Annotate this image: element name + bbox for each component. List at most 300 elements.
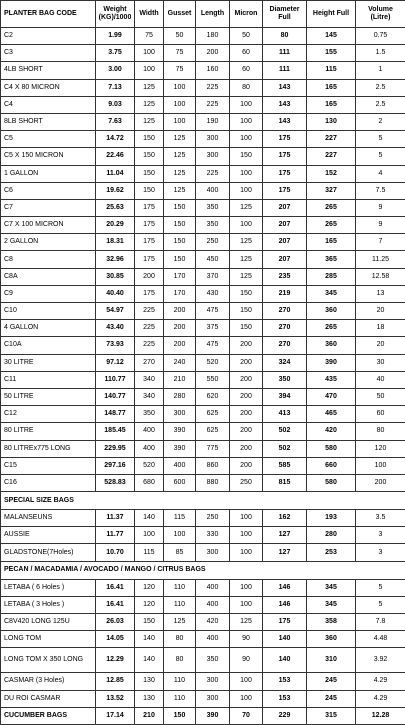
cell-diameter: 219 (263, 285, 307, 302)
cell-gusset: 125 (164, 182, 196, 199)
cell-gusset: 110 (164, 673, 196, 690)
cell-gusset: 125 (164, 131, 196, 148)
cell-micron: 60 (230, 62, 263, 79)
table-row (1, 457, 405, 474)
cell-volume: 60 (356, 406, 405, 423)
section-title-pecan: PECAN / MACADAMIA / AVOCADO / MANGO / CITRUS BAGS (1, 561, 405, 579)
table-row (1, 79, 405, 96)
cell-diameter: 140 (263, 648, 307, 673)
cell-length: 350 (196, 199, 230, 216)
cell-height: 130 (307, 113, 356, 130)
cell-gusset: 110 (164, 596, 196, 613)
table-row (1, 631, 405, 648)
cell-diameter: 229 (263, 707, 307, 724)
cell-micron: 200 (230, 406, 263, 423)
cell-volume: 1.5 (356, 45, 405, 62)
cell-volume: 5 (356, 131, 405, 148)
cell-width: 520 (135, 457, 164, 474)
cell-volume: 4.29 (356, 673, 405, 690)
cell-diameter: 143 (263, 113, 307, 130)
cell-volume: 11.25 (356, 251, 405, 268)
cell-volume: 13 (356, 285, 405, 302)
cell-micron: 50 (230, 28, 263, 45)
cell-micron: 100 (230, 217, 263, 234)
table-row (1, 182, 405, 199)
cell-gusset: 210 (164, 371, 196, 388)
cell-diameter: 162 (263, 510, 307, 527)
cell-diameter: 207 (263, 199, 307, 216)
cell-diameter: 207 (263, 217, 307, 234)
cell-weight: 3.75 (96, 45, 135, 62)
cell-height: 360 (307, 631, 356, 648)
cell-gusset: 85 (164, 544, 196, 561)
cell-length: 625 (196, 423, 230, 440)
cell-micron: 250 (230, 474, 263, 491)
cell-code: C6 (1, 182, 96, 199)
cell-micron: 100 (230, 182, 263, 199)
cell-volume: 0.75 (356, 28, 405, 45)
table-row (1, 648, 405, 673)
cell-volume: 40 (356, 371, 405, 388)
cell-micron: 90 (230, 648, 263, 673)
cell-weight: 14.72 (96, 131, 135, 148)
cell-height: 470 (307, 388, 356, 405)
cell-gusset: 150 (164, 707, 196, 724)
table-row (1, 131, 405, 148)
planter-rows (1, 28, 405, 492)
cell-weight: 22.46 (96, 148, 135, 165)
cell-height: 227 (307, 148, 356, 165)
cell-length: 225 (196, 96, 230, 113)
cell-diameter: 413 (263, 406, 307, 423)
cell-volume: 9 (356, 199, 405, 216)
cell-width: 125 (135, 79, 164, 96)
cell-code: LONG TOM (1, 631, 96, 648)
cell-code: C15 (1, 457, 96, 474)
header-code: PLANTER BAG CODE (1, 1, 96, 28)
cell-length: 350 (196, 648, 230, 673)
cell-width: 125 (135, 113, 164, 130)
cell-weight: 13.52 (96, 690, 135, 707)
cell-width: 200 (135, 268, 164, 285)
cell-volume: 2 (356, 113, 405, 130)
cell-diameter: 270 (263, 337, 307, 354)
cell-code: CASMAR (3 Holes) (1, 673, 96, 690)
cell-diameter: 270 (263, 303, 307, 320)
cell-code: C16 (1, 474, 96, 491)
cell-width: 75 (135, 28, 164, 45)
cell-code: C8 (1, 251, 96, 268)
cell-width: 130 (135, 673, 164, 690)
header-weight: Weight (KG)/1000 (96, 1, 135, 28)
cell-diameter: 111 (263, 62, 307, 79)
cell-width: 225 (135, 320, 164, 337)
cell-width: 140 (135, 648, 164, 673)
cell-gusset: 75 (164, 45, 196, 62)
cell-length: 880 (196, 474, 230, 491)
cell-length: 225 (196, 79, 230, 96)
cell-height: 165 (307, 79, 356, 96)
cell-gusset: 75 (164, 62, 196, 79)
cell-length: 300 (196, 131, 230, 148)
header-length: Length (196, 1, 230, 28)
cell-height: 580 (307, 440, 356, 457)
cell-diameter: 350 (263, 371, 307, 388)
cell-gusset: 125 (164, 614, 196, 631)
cell-code: C4 (1, 96, 96, 113)
cell-code: 1 GALLON (1, 165, 96, 182)
cell-micron: 200 (230, 337, 263, 354)
table-row (1, 579, 405, 596)
cell-weight: 12.85 (96, 673, 135, 690)
cell-height: 315 (307, 707, 356, 724)
cell-gusset: 150 (164, 199, 196, 216)
cell-length: 775 (196, 440, 230, 457)
cell-micron: 200 (230, 440, 263, 457)
table-row (1, 113, 405, 130)
cell-gusset: 400 (164, 457, 196, 474)
table-row (1, 28, 405, 45)
cell-length: 200 (196, 45, 230, 62)
cell-width: 150 (135, 131, 164, 148)
cell-code: C11 (1, 371, 96, 388)
table-row (1, 690, 405, 707)
cell-weight: 185.45 (96, 423, 135, 440)
table-row (1, 388, 405, 405)
section-title-special: SPECIAL SIZE BAGS (1, 492, 405, 510)
cell-weight: 110.77 (96, 371, 135, 388)
cell-width: 175 (135, 234, 164, 251)
cell-gusset: 300 (164, 406, 196, 423)
cell-length: 400 (196, 596, 230, 613)
cell-length: 475 (196, 337, 230, 354)
cell-diameter: 270 (263, 320, 307, 337)
cell-micron: 125 (230, 268, 263, 285)
table-row (1, 148, 405, 165)
table-row (1, 45, 405, 62)
table-row (1, 337, 405, 354)
cell-diameter: 143 (263, 96, 307, 113)
cell-weight: 11.37 (96, 510, 135, 527)
table-row (1, 440, 405, 457)
cell-width: 100 (135, 527, 164, 544)
cell-volume: 3.92 (356, 648, 405, 673)
table-row (1, 62, 405, 79)
cell-weight: 148.77 (96, 406, 135, 423)
cell-code: 50 LITRE (1, 388, 96, 405)
cell-width: 120 (135, 579, 164, 596)
cell-micron: 200 (230, 423, 263, 440)
table-row (1, 474, 405, 491)
cell-height: 145 (307, 28, 356, 45)
cell-weight: 25.63 (96, 199, 135, 216)
cell-diameter: 502 (263, 423, 307, 440)
cell-height: 265 (307, 199, 356, 216)
cell-diameter: 143 (263, 79, 307, 96)
cell-height: 420 (307, 423, 356, 440)
cell-weight: 11.04 (96, 165, 135, 182)
table-row (1, 165, 405, 182)
table-row (1, 707, 405, 724)
cell-code: C8A (1, 268, 96, 285)
cell-height: 245 (307, 673, 356, 690)
cell-width: 175 (135, 217, 164, 234)
cell-width: 340 (135, 388, 164, 405)
table-row (1, 614, 405, 631)
cell-width: 100 (135, 62, 164, 79)
cell-code: AUSSIE (1, 527, 96, 544)
cell-height: 193 (307, 510, 356, 527)
cell-length: 450 (196, 251, 230, 268)
cell-diameter: 207 (263, 251, 307, 268)
cell-length: 390 (196, 707, 230, 724)
cell-gusset: 50 (164, 28, 196, 45)
cell-width: 150 (135, 182, 164, 199)
cell-length: 430 (196, 285, 230, 302)
cell-width: 150 (135, 148, 164, 165)
cell-length: 400 (196, 579, 230, 596)
cell-gusset: 390 (164, 440, 196, 457)
cell-diameter: 127 (263, 527, 307, 544)
cell-gusset: 200 (164, 320, 196, 337)
cell-height: 465 (307, 406, 356, 423)
section-special (1, 492, 405, 510)
cell-gusset: 100 (164, 79, 196, 96)
cell-length: 520 (196, 354, 230, 371)
cell-micron: 125 (230, 234, 263, 251)
cell-code: C9 (1, 285, 96, 302)
cell-diameter: 207 (263, 234, 307, 251)
cell-weight: 97.12 (96, 354, 135, 371)
cell-code: C10A (1, 337, 96, 354)
cell-code: C7 X 100 MICRON (1, 217, 96, 234)
cell-code: 80 LITRE (1, 423, 96, 440)
cell-width: 100 (135, 45, 164, 62)
cell-code: C3 (1, 45, 96, 62)
cell-height: 580 (307, 474, 356, 491)
cell-micron: 150 (230, 285, 263, 302)
table-row (1, 234, 405, 251)
cell-micron: 100 (230, 579, 263, 596)
table-row (1, 673, 405, 690)
cell-length: 475 (196, 303, 230, 320)
cell-code: C8V420 LONG 125U (1, 614, 96, 631)
cell-width: 150 (135, 165, 164, 182)
table-row (1, 320, 405, 337)
cell-micron: 200 (230, 371, 263, 388)
cell-height: 265 (307, 320, 356, 337)
cell-width: 400 (135, 440, 164, 457)
header-width: Width (135, 1, 164, 28)
cell-volume: 12.28 (356, 707, 405, 724)
cell-volume: 5 (356, 148, 405, 165)
cell-code: 4LB SHORT (1, 62, 96, 79)
cell-height: 660 (307, 457, 356, 474)
cell-length: 400 (196, 182, 230, 199)
cell-width: 210 (135, 707, 164, 724)
cell-weight: 40.40 (96, 285, 135, 302)
cell-diameter: 175 (263, 614, 307, 631)
cell-width: 350 (135, 406, 164, 423)
cell-weight: 528.83 (96, 474, 135, 491)
cell-volume: 9 (356, 217, 405, 234)
cell-gusset: 100 (164, 113, 196, 130)
cell-code: LETABA ( 3 Holes ) (1, 596, 96, 613)
cell-width: 270 (135, 354, 164, 371)
header-diameter: Diameter Full (263, 1, 307, 28)
cell-code: C7 (1, 199, 96, 216)
cell-diameter: 140 (263, 631, 307, 648)
cell-code: C10 (1, 303, 96, 320)
cell-diameter: 146 (263, 596, 307, 613)
cell-width: 130 (135, 690, 164, 707)
table-row (1, 544, 405, 561)
cell-gusset: 150 (164, 217, 196, 234)
cell-volume: 1 (356, 62, 405, 79)
header-gusset: Gusset (164, 1, 196, 28)
cell-height: 245 (307, 690, 356, 707)
cell-weight: 297.16 (96, 457, 135, 474)
header-volume: Volume (Litre) (356, 1, 405, 28)
cell-diameter: 111 (263, 45, 307, 62)
cell-volume: 30 (356, 354, 405, 371)
table-row (1, 303, 405, 320)
cell-height: 115 (307, 62, 356, 79)
cell-length: 620 (196, 388, 230, 405)
cell-height: 365 (307, 251, 356, 268)
cell-height: 265 (307, 217, 356, 234)
cell-weight: 10.70 (96, 544, 135, 561)
cell-diameter: 394 (263, 388, 307, 405)
cell-length: 250 (196, 234, 230, 251)
cell-length: 300 (196, 148, 230, 165)
cell-code: C5 (1, 131, 96, 148)
cell-width: 680 (135, 474, 164, 491)
cell-length: 300 (196, 544, 230, 561)
cell-volume: 18 (356, 320, 405, 337)
cell-gusset: 280 (164, 388, 196, 405)
cell-volume: 2.5 (356, 96, 405, 113)
cell-micron: 125 (230, 251, 263, 268)
cell-code: LONG TOM X 350 LONG (1, 648, 96, 673)
cell-width: 175 (135, 251, 164, 268)
cell-micron: 100 (230, 690, 263, 707)
cell-micron: 150 (230, 303, 263, 320)
cell-micron: 200 (230, 388, 263, 405)
cell-height: 253 (307, 544, 356, 561)
cell-gusset: 600 (164, 474, 196, 491)
table-row (1, 199, 405, 216)
cell-height: 327 (307, 182, 356, 199)
cell-volume: 5 (356, 596, 405, 613)
cell-diameter: 815 (263, 474, 307, 491)
table-row (1, 354, 405, 371)
cell-volume: 7 (356, 234, 405, 251)
cell-code: 8LB SHORT (1, 113, 96, 130)
cell-diameter: 585 (263, 457, 307, 474)
cell-volume: 2.5 (356, 79, 405, 96)
cell-diameter: 80 (263, 28, 307, 45)
cell-code: 4 GALLON (1, 320, 96, 337)
cell-micron: 200 (230, 354, 263, 371)
cell-diameter: 153 (263, 690, 307, 707)
cell-length: 370 (196, 268, 230, 285)
cell-gusset: 125 (164, 165, 196, 182)
cell-width: 140 (135, 510, 164, 527)
cell-micron: 100 (230, 165, 263, 182)
cell-length: 300 (196, 673, 230, 690)
cell-volume: 7.5 (356, 182, 405, 199)
cell-code: 2 GALLON (1, 234, 96, 251)
cell-micron: 100 (230, 131, 263, 148)
cell-micron: 100 (230, 527, 263, 544)
cell-length: 420 (196, 614, 230, 631)
cell-volume: 3 (356, 527, 405, 544)
table-row (1, 510, 405, 527)
cell-height: 227 (307, 131, 356, 148)
cell-volume: 4.29 (356, 690, 405, 707)
cell-volume: 20 (356, 337, 405, 354)
cell-volume: 80 (356, 423, 405, 440)
cell-height: 345 (307, 579, 356, 596)
cell-gusset: 150 (164, 251, 196, 268)
cell-diameter: 175 (263, 148, 307, 165)
pecan-rows (1, 579, 405, 707)
cell-diameter: 324 (263, 354, 307, 371)
cell-height: 360 (307, 337, 356, 354)
cell-gusset: 125 (164, 148, 196, 165)
cell-micron: 100 (230, 544, 263, 561)
cell-micron: 100 (230, 96, 263, 113)
cell-length: 160 (196, 62, 230, 79)
cell-gusset: 170 (164, 285, 196, 302)
cell-length: 550 (196, 371, 230, 388)
cell-volume: 120 (356, 440, 405, 457)
cell-weight: 7.13 (96, 79, 135, 96)
table-row (1, 96, 405, 113)
table-row (1, 268, 405, 285)
cell-micron: 150 (230, 320, 263, 337)
cell-diameter: 175 (263, 131, 307, 148)
cell-height: 165 (307, 234, 356, 251)
cell-width: 175 (135, 199, 164, 216)
cell-weight: 30.85 (96, 268, 135, 285)
cell-weight: 16.41 (96, 579, 135, 596)
cell-micron: 60 (230, 45, 263, 62)
cell-diameter: 153 (263, 673, 307, 690)
cell-length: 350 (196, 217, 230, 234)
cell-micron: 100 (230, 596, 263, 613)
cell-code: 30 LITRE (1, 354, 96, 371)
cell-micron: 100 (230, 510, 263, 527)
cell-code: CUCUMBER BAGS (1, 707, 96, 724)
cell-length: 180 (196, 28, 230, 45)
cell-volume: 5 (356, 579, 405, 596)
cell-height: 155 (307, 45, 356, 62)
cell-code: C2 (1, 28, 96, 45)
cell-gusset: 200 (164, 303, 196, 320)
cell-height: 165 (307, 96, 356, 113)
cell-code: MALANSEUNS (1, 510, 96, 527)
cell-weight: 7.63 (96, 113, 135, 130)
cell-gusset: 80 (164, 631, 196, 648)
cell-weight: 16.41 (96, 596, 135, 613)
cell-micron: 125 (230, 614, 263, 631)
cell-weight: 26.03 (96, 614, 135, 631)
cell-length: 190 (196, 113, 230, 130)
cell-weight: 20.29 (96, 217, 135, 234)
cell-gusset: 100 (164, 96, 196, 113)
